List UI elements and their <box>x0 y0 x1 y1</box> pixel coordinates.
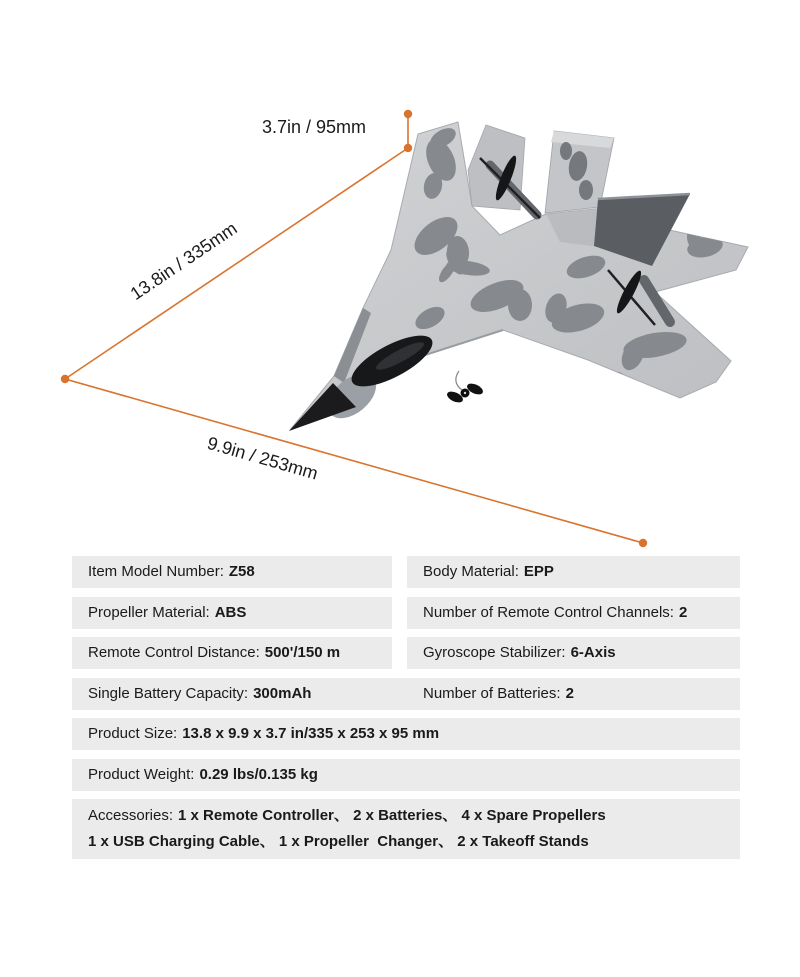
spec-label: Remote Control Distance: <box>88 644 260 661</box>
spec-row-product-size <box>72 718 740 750</box>
dimension-labels <box>127 117 366 484</box>
spec-cell-accessories <box>72 799 740 859</box>
spec-cell-control-distance <box>72 637 392 669</box>
spec-label: Propeller Material: <box>88 603 210 621</box>
spec-cell-channels <box>407 597 740 629</box>
spec-label: Gyroscope Stabilizer: <box>423 644 566 661</box>
spec-value: 1 x Remote Controller、 2 x Batteries、 4 x Spare Propellers <box>178 807 606 824</box>
dimension-dot <box>639 539 647 547</box>
hanging-propeller <box>445 371 484 405</box>
spec-row-battery <box>72 678 740 710</box>
spec-value: 2 <box>678 603 688 621</box>
spec-cell-body-material <box>407 556 740 588</box>
spec-cell-product-weight <box>72 759 740 791</box>
accessories-line-2 <box>88 829 589 855</box>
width-dimension-label: 9.9in / 253mm <box>205 432 321 484</box>
spec-value: 300mAh <box>253 684 312 702</box>
spec-label: Number of Remote Control Channels: <box>423 603 674 621</box>
spec-value: Z58 <box>228 563 255 580</box>
spec-cell-battery-count <box>423 685 574 703</box>
spec-cell-battery-combo <box>72 678 740 710</box>
dimension-dot <box>404 110 412 118</box>
dimension-dot <box>404 144 412 152</box>
airplane-illustration <box>289 122 748 431</box>
spec-value: EPP <box>523 563 554 580</box>
spec-value: 0.29 lbs/0.135 kg <box>199 765 318 783</box>
spec-cell-propeller-material <box>72 597 392 629</box>
spec-row-accessories <box>72 799 740 859</box>
dimension-dot <box>61 375 69 383</box>
length-dimension-label: 13.8in / 335mm <box>126 218 241 305</box>
spec-label: Body Material: <box>423 563 519 580</box>
spec-value: ABS <box>214 603 247 621</box>
accessories-line-1 <box>88 803 606 829</box>
spec-table <box>72 556 740 859</box>
spec-value: 2 <box>565 684 574 702</box>
spec-row-product-weight <box>72 759 740 791</box>
spec-cell-product-size <box>72 718 740 750</box>
spec-label: Single Battery Capacity: <box>88 684 249 702</box>
spec-row-propeller-channels <box>72 597 740 629</box>
spec-label: Item Model Number: <box>88 563 224 580</box>
spec-cell-battery-capacity <box>88 685 423 703</box>
spec-value: 6-Axis <box>570 644 616 661</box>
spec-label: Accessories: <box>88 807 174 824</box>
spec-cell-item-model <box>72 556 392 588</box>
spec-value: 13.8 x 9.9 x 3.7 in/335 x 253 x 95 mm <box>182 725 440 742</box>
spec-row-distance-gyro <box>72 637 740 669</box>
spec-value: 1 x USB Charging Cable、 1 x Propeller Changer、 2 x Takeoff Stands <box>88 833 589 850</box>
height-dimension-label: 3.7in / 95mm <box>261 117 367 137</box>
spec-row-model-body <box>72 556 740 588</box>
spec-label: Product Size: <box>88 725 178 742</box>
spec-value: 500'/150 m <box>264 644 341 661</box>
spec-label: Product Weight: <box>88 765 195 783</box>
spec-label: Number of Batteries: <box>423 684 561 702</box>
spec-cell-gyroscope <box>407 637 740 669</box>
